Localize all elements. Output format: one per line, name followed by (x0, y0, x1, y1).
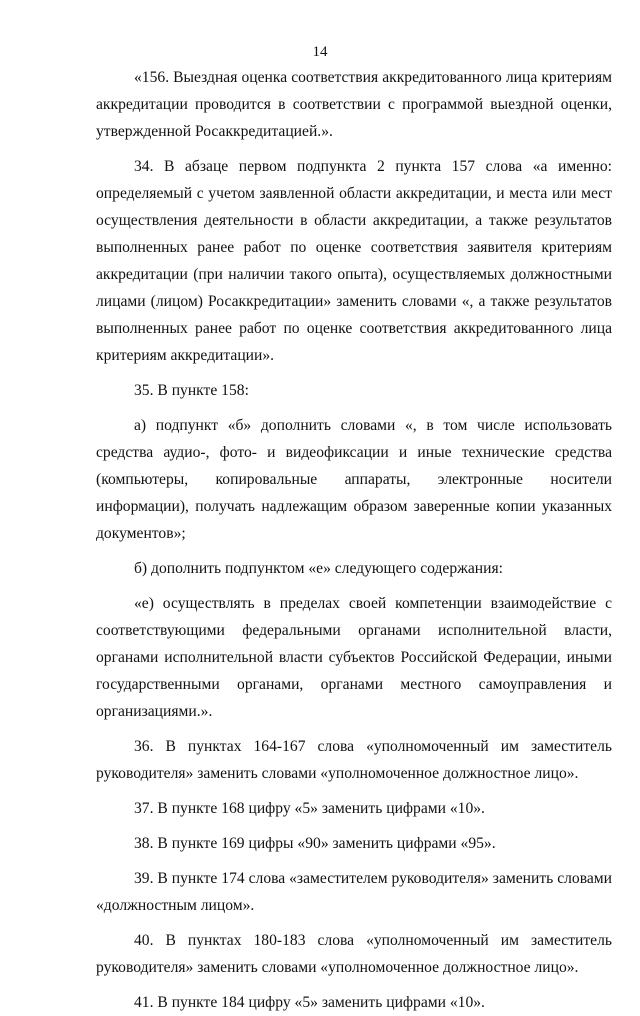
paragraph: 39. В пункте 174 слова «заместителем руководителя» заменить словами «должностным лицом». (96, 870, 612, 914)
paragraph: 38. В пункте 169 цифры «90» заменить цифрами «95». (134, 835, 496, 852)
paragraph: 41. В пункте 184 цифру «5» заменить цифрами «10». (134, 994, 485, 1011)
paragraph: 40. В пунктах 180-183 слова «уполномоченный им заместитель руководителя» заменить словами «уполномоченное должностное лицо». (96, 932, 612, 976)
paragraph: б) дополнить подпунктом «е» следующего содержания: (134, 560, 504, 577)
page-number: 14 (312, 44, 328, 60)
paragraph: 34. В абзаце первом подпункта 2 пункта 157 слова «а именно: определяемый с учетом заявленной области аккредитации, и места или мест осуществления деятельности в области аккредитации, а также результатов выполненных ранее работ по оценке соответствия заявителя критериям аккредитации (при наличии такого опыта), осуществляемых должностными лицами (лицом) Росаккредитации» заменить словами «, а также результатов выполненных ранее работ по оценке соответствия аккредитованного лица критериям аккредитации». (96, 158, 612, 364)
paragraph: 35. В пункте 158: (134, 382, 249, 399)
paragraph: «156. Выездная оценка соответствия аккредитованного лица критериям аккредитации проводится в соответствии с программой выездной оценки, утвержденной Росаккредитацией.». (96, 69, 612, 140)
paragraph: а) подпункт «б» дополнить словами «, в том числе использовать средства аудио-, фото- и видеофиксации и иные технические средства (компьютеры, копировальные аппараты, электронные носители информации), получать надлежащим образом заверенные копии указанных документов»; (96, 417, 612, 542)
paragraph: «е) осуществлять в пределах своей компетенции взаимодействие с соответствующими федеральными органами исполнительной власти, органами исполнительной власти субъектов Российской Федерации, иными государственными органами, органами местного самоуправления и организациями.». (96, 595, 612, 720)
document-body (96, 64, 612, 1016)
paragraph: 36. В пунктах 164-167 слова «уполномоченный им заместитель руководителя» заменить словами «уполномоченное должностное лицо». (96, 738, 612, 782)
paragraph: 37. В пункте 168 цифру «5» заменить цифрами «10». (134, 800, 485, 817)
